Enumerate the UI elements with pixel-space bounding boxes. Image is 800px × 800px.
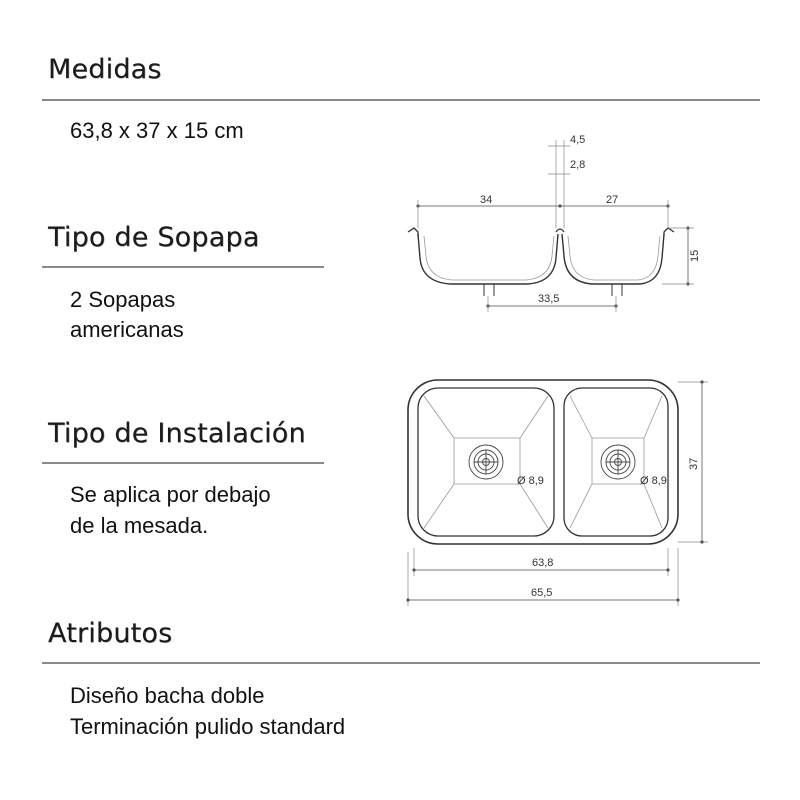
instalacion-line-2: de la mesada. [70, 513, 209, 538]
atributos-line-1: Diseño bacha doble [70, 683, 265, 708]
dim-drain-right: Ø 8,9 [640, 475, 667, 487]
heading-atributos: Atributos [48, 618, 173, 649]
drain-right-icon [601, 445, 635, 479]
heading-tipo-sopapa: Tipo de Sopapa [48, 222, 260, 253]
dim-side-4-5: 4,5 [570, 134, 586, 146]
dim-top-65-5: 65,5 [531, 587, 553, 599]
side-view [408, 140, 694, 312]
heading-medidas: Medidas [48, 54, 162, 85]
atributos-line-2: Terminación pulido standard [70, 714, 346, 739]
dim-drain-left: Ø 8,9 [517, 475, 544, 487]
dim-side-33-5: 33,5 [538, 293, 560, 305]
drain-left-icon [469, 445, 503, 479]
sopapa-line-2: americanas [70, 317, 184, 342]
top-view [408, 380, 708, 606]
dim-top-37: 37 [688, 457, 700, 470]
sopapa-line-1: 2 Sopapas [70, 287, 176, 312]
dim-top-63-8: 63,8 [532, 557, 554, 569]
dim-side-2-8: 2,8 [570, 159, 586, 171]
dim-side-15: 15 [689, 249, 701, 262]
dim-side-34: 34 [480, 194, 493, 206]
dim-side-27: 27 [606, 194, 619, 206]
instalacion-line-1: Se aplica por debajo [70, 482, 271, 507]
heading-tipo-instalacion: Tipo de Instalación [48, 418, 306, 449]
medidas-value: 63,8 x 37 x 15 cm [70, 118, 244, 143]
